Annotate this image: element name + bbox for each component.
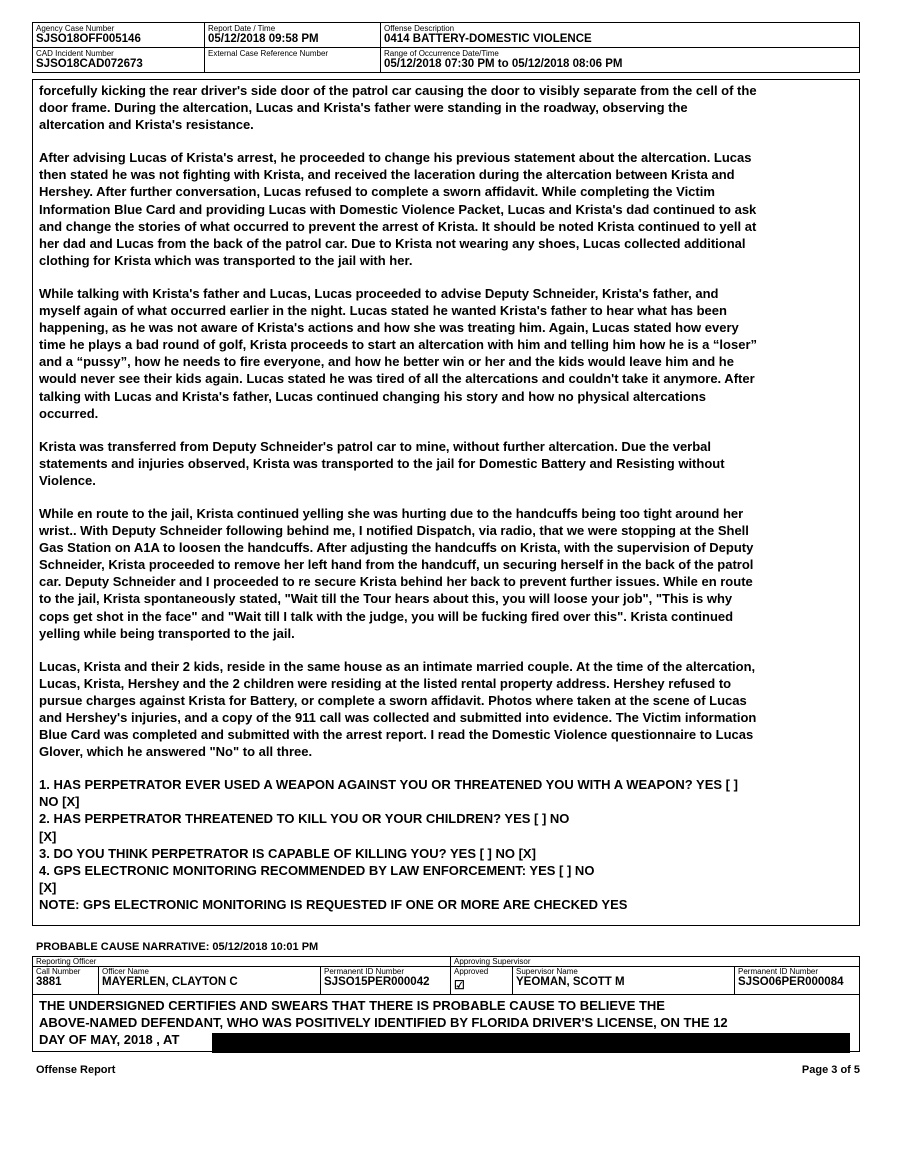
- dv-question-4: 4. GPS ELECTRONIC MONITORING RECOMMENDED BY LAW ENFORCEMENT: YES [ ] NO [X]: [39, 862, 595, 895]
- supervisor-perm-id-label: Permanent ID Number: [738, 967, 819, 976]
- range-cell: [381, 48, 859, 72]
- cad-label: CAD Incident Number: [36, 49, 114, 58]
- officer-perm-id-label: Permanent ID Number: [324, 967, 405, 976]
- officer-name-value: MAYERLEN, CLAYTON C: [102, 976, 238, 988]
- supervisor-name-cell: [513, 967, 735, 994]
- narrative-paragraph-2: After advising Lucas of Krista's arrest, he proceeded to change his previous statement about the altercation. Lucas then stated he was not fighting with Krista, and received the laceration during the altercation between Krista and Hershey. After further conversation, Lucas refused to complete a sworn affidavit. While completing the Victim Information Blue Card and providing Lucas with Domestic Violence Packet, Lucas and Krista's dad continued to ask and change the stories of what occurred to prevent the arrest of Krista. It should be noted Krista continued to yell at her dad and Lucas from the back of the patrol car. Due to Krista not wearing any shoes, Lucas collected additional clothing for Krista which was transported to the jail with her.: [39, 150, 757, 268]
- gps-note: NOTE: GPS ELECTRONIC MONITORING IS REQUESTED IF ONE OR MORE ARE CHECKED YES: [39, 896, 628, 912]
- probable-cause-title: PROBABLE CAUSE NARRATIVE: 05/12/2018 10:01 PM: [36, 941, 319, 953]
- call-number-value: 3881: [36, 976, 62, 988]
- officer-table-header-row: [33, 957, 859, 966]
- agency-case-label: Agency Case Number: [36, 24, 115, 33]
- approved-checkbox-icon[interactable]: ☑: [454, 978, 465, 992]
- offense-label: Offense Description: [384, 24, 455, 33]
- header-row-1: [33, 23, 859, 47]
- agency-case-cell: [33, 23, 205, 47]
- reporting-officer-label: Reporting Officer: [36, 957, 97, 966]
- approving-supervisor-label: Approving Supervisor: [454, 957, 531, 966]
- agency-case-value: SJSO18OFF005146: [36, 33, 141, 45]
- approved-label: Approved: [454, 967, 489, 976]
- dv-question-2: 2. HAS PERPETRATOR THREATENED TO KILL YOU OR YOUR CHILDREN? YES [ ] NO [X]: [39, 811, 570, 844]
- supervisor-perm-id-cell: [735, 967, 859, 994]
- narrative-paragraph-1: forcefully kicking the rear driver's side door of the patrol car causing the door to visibly separate from the cell of the door frame. During the altercation, Lucas and Krista's father were standing in the roadway, observing the altercation and Krista's resistance.: [39, 83, 757, 133]
- report-header: [32, 22, 860, 73]
- report-date-value: 05/12/2018 09:58 PM: [208, 33, 319, 45]
- footer-report-name: Offense Report: [36, 1064, 116, 1076]
- footer-page-number: Page 3 of 5: [801, 1064, 860, 1076]
- cad-value: SJSO18CAD072673: [36, 58, 143, 70]
- external-ref-cell: [205, 48, 381, 72]
- narrative-paragraph-5: While en route to the jail, Krista continued yelling she was hurting due to the handcuffs being too tight around her wrist.. With Deputy Schneider following behind me, I notified Dispatch, via radio, that we were stopping at the Shell Gas Station on A1A to loosen the handcuffs. After adjusting the handcuffs on Krista, with the supervision of Deputy Schneider, Krista proceeded to remove her left hand from the handcuff, un securing herself in the back of the patrol car. Deputy Schneider and I proceeded to re secure Krista behind her back to prevent further issues. While en route to the jail, Krista spontaneously stated, "Wait till the Tour hears about this, you will loose your job", "This is why cops get shot in the face" and "Wait till I talk with the judge, you will be fucking fired over this". Krista continued yelling while being transported to the jail.: [39, 505, 754, 641]
- range-label: Range of Occurrence Date/Time: [384, 49, 499, 58]
- officer-perm-id-value: SJSO15PER000042: [324, 976, 430, 988]
- approving-supervisor-cell: [451, 957, 859, 966]
- range-value: 05/12/2018 07:30 PM to 05/12/2018 08:06 PM: [384, 58, 623, 70]
- narrative-paragraph-3: While talking with Krista's father and Lucas, Lucas proceeded to advise Deputy Schneider, Krista's father, and myself again of what occurred earlier in the night. Lucas stated he wanted Krista's father to hear what has been happening, as he was not aware of Krista's actions and how she was treating him. Again, Lucas stated how every time he plays a bad round of golf, Krista proceeds to start an altercation with him and telling him how he is a “loser” and a “pussy”, how he needs to fire everyone, and how he better win or her and the kids would leave him and he would never see their kids again. Lucas stated he was tired of all the altercations and couldn't take it anymore. After talking with Lucas and Krista's father, Lucas continued changing his story and how no physical altercations occurred.: [39, 285, 758, 421]
- officer-name-label: Officer Name: [102, 967, 149, 976]
- header-row-2: [33, 47, 859, 72]
- dv-question-3: 3. DO YOU THINK PERPETRATOR IS CAPABLE OF KILLING YOU? YES [ ] NO [X]: [39, 845, 536, 861]
- cad-cell: [33, 48, 205, 72]
- supervisor-name-value: YEOMAN, SCOTT M: [516, 976, 625, 988]
- report-date-label: Report Date / Time: [208, 24, 276, 33]
- narrative-paragraph-6: Lucas, Krista and their 2 kids, reside in the same house as an intimate married couple. At the time of the altercation, Lucas, Krista, Hershey and the 2 children were residing at the listed rental property address. Hershey refused to pursue charges against Krista for Battery, or complete a sworn affidavit. Photos where taken at the scene of Lucas and Hershey's injuries, and a copy of the 911 call was collected and submitted into evidence. The Victim information Blue Card was completed and submitted with the arrest report. I read the Domestic Violence questionnaire to Lucas Glover, which he answered "No" to all three.: [39, 658, 757, 760]
- call-number-label: Call Number: [36, 967, 81, 976]
- supervisor-name-label: Supervisor Name: [516, 967, 578, 976]
- redaction-bar: [212, 1033, 850, 1053]
- supervisor-perm-id-value: SJSO06PER000084: [738, 976, 844, 988]
- officer-perm-id-cell: [321, 967, 451, 994]
- narrative-box: [32, 79, 860, 926]
- officer-table-values-row: [33, 966, 859, 994]
- offense-value: 0414 BATTERY-DOMESTIC VIOLENCE: [384, 33, 592, 45]
- call-number-cell: [33, 967, 99, 994]
- report-date-cell: [205, 23, 381, 47]
- external-ref-label: External Case Reference Number: [208, 49, 329, 58]
- certification-text: THE UNDERSIGNED CERTIFIES AND SWEARS THAT THERE IS PROBABLE CAUSE TO BELIEVE THE ABOVE-NAMED DEFENDANT, WHO WAS POSITIVELY IDENTIFIED BY FLORIDA DRIVER'S LICENSE, ON THE 12 DAY OF MAY, 2018 , AT: [39, 998, 728, 1047]
- dv-question-1: 1. HAS PERPETRATOR EVER USED A WEAPON AGAINST YOU OR THREATENED YOU WITH A WEAPON? YES [ ] NO [X]: [39, 777, 738, 810]
- offense-cell: [381, 23, 859, 47]
- reporting-officer-cell: [33, 957, 451, 966]
- narrative-paragraph-4: Krista was transferred from Deputy Schneider's patrol car to mine, without further altercation. Due the verbal statements and injuries observed, Krista was transported to the jail for Domestic Battery and Resisting without Violence.: [39, 438, 725, 488]
- officer-name-cell: [99, 967, 321, 994]
- approved-cell: [451, 967, 513, 994]
